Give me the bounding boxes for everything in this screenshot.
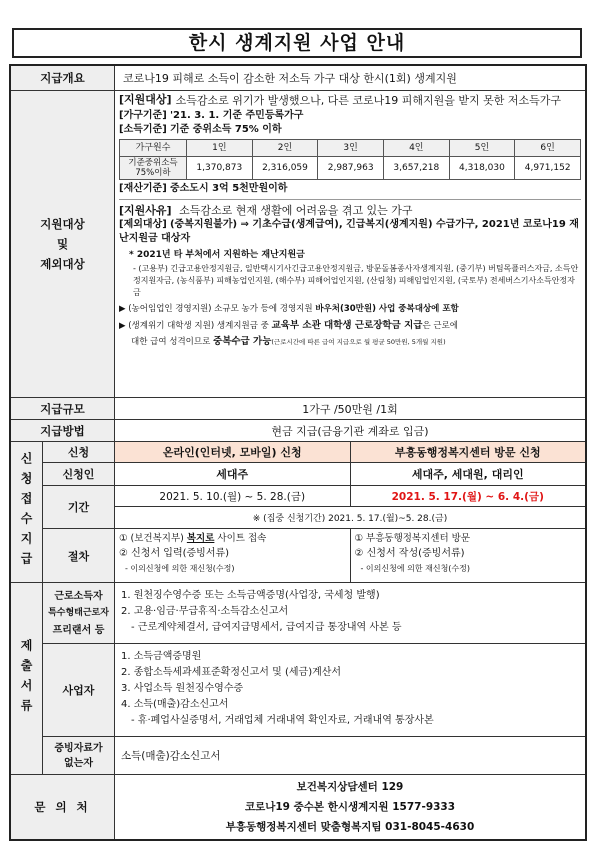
worker-docs [115, 583, 585, 643]
online-step1-pre: ① (보건복지부) [119, 533, 187, 544]
method-label: 지급방법 [11, 420, 115, 441]
no-evidence-text: 소득(매출)감소신고서 [121, 750, 221, 762]
eligibility-content [115, 91, 585, 397]
amount-text: 1가구 /50만원 /1회 [302, 402, 398, 416]
exclusion-tag: [제외대상] [119, 219, 167, 230]
type-label: 신청 [43, 442, 115, 462]
eligibility-label-line2: 및 [56, 237, 69, 251]
farmer-voucher-pre: ▶ (농어임업인 경영지원) 소규모 농가 등에 경영지원 [119, 304, 316, 314]
household-standard [119, 109, 581, 123]
application-type-row [43, 442, 585, 462]
income-table-header-cell: 3인 [318, 140, 384, 157]
applicant-row [43, 462, 585, 485]
reason-text: 소득감소로 현재 생활에 어려움을 겪고 있는 가구 [179, 204, 413, 217]
household-tag: [가구기준] [119, 110, 167, 121]
contact-label: 문 의 처 [11, 775, 115, 839]
intensive-period: ※ (집중 신청기간) 2021. 5. 17.(월)~5. 28.(금) [115, 506, 585, 528]
eligibility-label-line3: 제외대상 [40, 257, 85, 271]
period-dates [115, 486, 585, 506]
online-applicant: 세대주 [115, 463, 351, 485]
visit-applicant: 세대주, 세대원, 대리인 [411, 468, 524, 481]
asset-tag: [재산기준] [119, 183, 167, 194]
online-step3: - 이의신청에 의한 재신청(수정) [125, 564, 235, 573]
visit-header: 부흥동행정복지센터 방문 신청 [351, 442, 586, 462]
student-note-line2 [119, 335, 581, 349]
period-row [43, 485, 585, 528]
eligibility-label-line1: 지원대상 [40, 217, 85, 231]
business-doc-item: - 휴·폐업사실증명서, 거래업체 거래내역 확인자료, 거래내역 통장사본 [131, 715, 434, 726]
online-period: 2021. 5. 10.(월) ~ 5. 28.(금) [115, 486, 351, 506]
page-title: 한시 생계지원 사업 안내 [12, 28, 582, 58]
visit-procedure [351, 529, 586, 582]
student-note-bold: 교육부 소관 대학생 근로장학금 지급 [271, 320, 423, 331]
no-evidence-label-line1: 증빙자료가 [54, 742, 103, 754]
eligibility-label [11, 91, 115, 397]
student-note-line2-small: (근로시간에 따른 급여 지급으로 월 평균 50만원, 5개월 지원) [271, 338, 446, 346]
student-note-line2-bold: 중복수급 가능 [213, 336, 272, 347]
documents-side-label: 제출서류 [11, 583, 43, 774]
student-note-post: 은 근로에 [422, 321, 458, 331]
period-body [115, 486, 585, 528]
worker-label-line2: 특수형태근로자 [48, 607, 109, 618]
documents-section [11, 582, 585, 774]
amount-label: 지급규모 [11, 398, 115, 419]
business-doc-item: 2. 종합소득세과세표준확정신고서 및 (세금)계산서 [121, 667, 342, 678]
overview-row [11, 66, 585, 90]
exclusion-text: (중복지원불가) ⇒ 기초수급(생계급여), 긴급복지(생계지원) 수급가구, 2021년 코로나19 재난지원금 대상자 [119, 219, 579, 244]
visit-step2: ② 신청서 작성(증빙서류) [354, 548, 465, 559]
worker-row [43, 583, 585, 643]
support-reason [119, 204, 581, 218]
business-label: 사업자 [43, 644, 115, 736]
worker-doc-item: - 근로계약체결서, 급여지급명세서, 급여지급 통장내역 사본 등 [131, 622, 402, 633]
worker-doc-item: 1. 원천징수영수증 또는 소득금액증명(사업장, 국세청 발행) [121, 590, 380, 601]
other-support-header: * 2021년 타 부처에서 지원하는 재난지원금 [129, 250, 305, 260]
exclusion [119, 218, 581, 246]
income-table-cell: 2,316,059 [252, 157, 318, 180]
application-body [43, 442, 585, 582]
asset-standard [119, 182, 581, 200]
method-text: 현금 지급(금융기관 계좌로 입금) [271, 424, 429, 438]
online-step1 [119, 531, 346, 546]
contact-line2: 코로나19 중수본 한시생계지원 1577-9333 [244, 801, 456, 813]
procedure-row [43, 528, 585, 582]
student-note-line2-pre: 대한 급여 성격이므로 [131, 337, 214, 347]
income-text: 기준 중위소득 75% 이하 [169, 124, 282, 135]
no-evidence-label-line2: 없는자 [64, 757, 93, 769]
visit-step1: ① 부흥동행정복지센터 방문 [354, 533, 471, 544]
income-standard [119, 123, 581, 137]
info-table [9, 64, 587, 841]
method-row [11, 419, 585, 441]
application-side-label: 신청접수지급 [11, 442, 43, 582]
online-header: 온라인(인터넷, 모바일) 신청 [115, 442, 351, 462]
worker-doc-item: 2. 고용·임금·무급휴직·소득감소신고서 [121, 606, 289, 617]
amount-row [11, 397, 585, 419]
business-row [43, 643, 585, 736]
income-table-cell: 3,657,218 [383, 157, 449, 180]
no-evidence-row [43, 736, 585, 774]
worker-label-line1: 근로소득자 [54, 590, 103, 602]
income-table-header-cell: 2인 [252, 140, 318, 157]
farmer-voucher-bold: 바우처(30만원) 사업 중복대상에 포함 [315, 304, 459, 314]
documents-body [43, 583, 585, 774]
online-procedure [115, 529, 351, 582]
worker-label-line3: 프리랜서 등 [52, 624, 105, 636]
visit-step3: - 이의신청에 의한 재신청(수정) [360, 564, 470, 573]
income-tag: [소득기준] [119, 124, 167, 135]
income-table-header-cell: 가구원수 [120, 140, 187, 157]
applicant-label: 신청인 [43, 463, 115, 485]
contact-row [11, 774, 585, 839]
income-table-header-cell: 6인 [515, 140, 581, 157]
support-target-text: 소득감소로 위기가 발생했으나, 다른 코로나19 피해지원을 받지 못한 저소득가구 [175, 94, 562, 107]
online-step2: ② 신청서 입력(증빙서류) [119, 548, 230, 559]
student-note-pre: ▶ (생계위기 대학생 지원) 생계지원금 중 [119, 321, 272, 331]
business-doc-item: 1. 소득금액증명원 [121, 651, 202, 662]
income-table-cell: 4,318,030 [449, 157, 515, 180]
income-table-header-cell: 1인 [187, 140, 253, 157]
visit-period: 2021. 5. 17.(월) ~ 6. 4.(금) [391, 490, 544, 503]
procedure-label: 절차 [43, 529, 115, 582]
income-table-header [120, 140, 581, 157]
period-label: 기간 [43, 486, 115, 528]
income-table-cell: 4,971,152 [515, 157, 581, 180]
business-doc-item: 4. 소득(매출)감소신고서 [121, 699, 229, 710]
income-table-header-cell: 4인 [383, 140, 449, 157]
other-support-text: - (고용부) 긴급고용안정지원금, 일반택시기사긴급고용안정지원금, 방문돌봄종사자생계지원, (중기부) 버팀목플러스자금, 소득안정지원자금, (농식품부) 피해농업인지원, (해수부) 피해어업인지원, (산림청) 피해임업인지원, (국토부) 전세버스기사소득안정자금 [133, 264, 579, 297]
farmer-voucher-note [119, 302, 581, 316]
contact-content [115, 775, 585, 839]
income-table-row-label: 기준중위소득 75%이하 [120, 157, 187, 180]
support-target [119, 93, 581, 108]
business-doc-item: 3. 사업소득 원천징수영수증 [121, 683, 244, 694]
income-table-header-cell: 5인 [449, 140, 515, 157]
income-table-cell: 2,987,963 [318, 157, 384, 180]
household-text: '21. 3. 1. 기준 주민등록가구 [169, 110, 304, 121]
support-target-tag: [지원대상] [119, 93, 172, 106]
income-table [119, 139, 581, 180]
contact-line3: 부흥동행정복지센터 맞춤형복지팀 031-8045-4630 [225, 821, 475, 833]
overview-label: 지급개요 [11, 66, 115, 90]
no-evidence-label [43, 737, 115, 774]
online-step1-bold: 복지로 [186, 533, 215, 544]
online-step1-post: 사이트 접속 [214, 533, 267, 544]
income-table-cell: 1,370,873 [187, 157, 253, 180]
income-table-row [120, 157, 581, 180]
application-section [11, 441, 585, 582]
asset-text: 중소도시 3억 5천만원이하 [169, 183, 288, 194]
overview-text: 코로나19 피해로 소득이 감소한 저소득 가구 대상 한시(1회) 생계지원 [123, 72, 457, 85]
worker-label [43, 583, 115, 643]
contact-line1: 보건복지상담센터 129 [296, 781, 404, 793]
student-note [119, 319, 581, 333]
business-docs [115, 644, 585, 736]
reason-tag: [지원사유] [119, 204, 172, 217]
eligibility-row [11, 90, 585, 397]
